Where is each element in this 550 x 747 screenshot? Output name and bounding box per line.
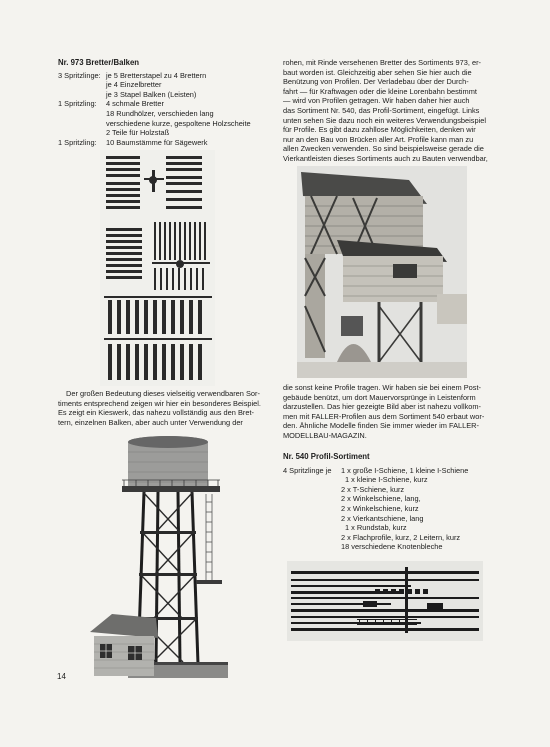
left-spec-block: [58, 58, 278, 147]
spec-line: 2 x Winkelschiene, kurz: [341, 503, 419, 513]
spec-key: 3 Spritzlinge:: [58, 70, 101, 80]
paragraph-line: rohen, mit Rinde versehenen Bretter des Sortiments 973, er-: [283, 58, 482, 67]
left-paragraph: [58, 389, 272, 427]
sortiment-540-heading: Nr. 540 Profil-Sortiment: [283, 452, 370, 461]
gravel-works-illustration: [297, 166, 467, 378]
profile-sprue-illustration: [287, 561, 483, 641]
paragraph-line: men mit FALLER-Profilen aus dem Sortiment 540 erbaut wor-: [283, 411, 485, 421]
spec-line: 2 x T-Schiene, kurz: [341, 484, 405, 494]
paragraph-line: Vierkantleisten dieses Sortiments auch zu Bauten verwendbar,: [283, 153, 488, 163]
paragraph-line: fahrt — für Kraftwagen oder die kleine Lorenbahn bestimmt: [283, 86, 477, 96]
spec-row: [58, 138, 278, 148]
paragraph-line: gebäude benützt, um dort Mauervorsprünge in Leistenform: [283, 392, 476, 402]
boards-sprue-illustration: [100, 150, 215, 386]
spec-line: 2 x Winkelschiene, lang,: [341, 494, 421, 504]
spec-row: [283, 466, 495, 552]
gravel-works-photo: [297, 166, 467, 378]
spec-line: 18 Rundhölzer, verschieden lang: [106, 108, 214, 118]
paragraph-line: Benützung von Profilen. Der Verladebau über der Durch-: [283, 77, 469, 87]
paragraph-line: darzustellen. Das hier gezeigte Bild aber ist nahezu vollkom-: [283, 402, 482, 412]
spec-line: 2 x Flachprofile, kurz, 2 Leitern, kurz: [341, 532, 461, 542]
paragraph-line: — wird von Profilen getragen. Wir haben daher hier auch: [283, 96, 470, 106]
boards-sprue-photo: [100, 150, 215, 386]
spec-row: [58, 99, 278, 137]
spec-line: 2 Teile für Holzstaß: [106, 128, 170, 138]
profile-spec-block: [283, 452, 495, 552]
sortiment-973-heading: Nr. 973 Bretter/Balken: [58, 58, 140, 67]
right-paragraph-top: [283, 58, 495, 164]
paragraph-line: das Sortiment Nr. 540, das Profil-Sortiment, eingefügt. Links: [283, 105, 480, 115]
spec-row: [58, 71, 278, 100]
paragraph-line: baut worden ist. Gleichzeitig aber sehen Sie hier auch die: [283, 67, 472, 77]
paragraph-line: timents entsprechend zeigen wir hier ein besonderes Beispiel.: [58, 398, 261, 408]
spec-key: 4 Spritzlinge je: [283, 465, 332, 475]
paragraph-line: MODELLBAU-MAGAZIN.: [283, 430, 367, 440]
right-paragraph-mid: [283, 383, 495, 441]
spec-line: 4 schmale Bretter: [106, 99, 164, 109]
paragraph-line: Es zeigt ein Kieswerk, das nahezu vollständig aus den Bret-: [58, 408, 254, 418]
spec-line: je 3 Stapel Balken (Leisten): [106, 89, 197, 99]
paragraph-line: für Profile. Es gibt dazu zahllose Möglichkeiten, denken wir: [283, 125, 476, 135]
page-number: 14: [57, 672, 66, 681]
water-tower-photo: [88, 432, 234, 682]
spec-line: verschiedene kurze, gespoltene Holzscheite: [106, 118, 251, 128]
spec-line: 10 Baumstämme für Sägewerk: [106, 137, 208, 147]
profile-sprue-photo: [287, 561, 483, 641]
spec-line: je 5 Bretterstapel zu 4 Brettern: [106, 70, 207, 80]
paragraph-line: tern, einzelnen Balken, aber auch unter Verwendung der: [58, 417, 243, 427]
spec-line: 18 verschiedene Knotenbleche: [341, 542, 443, 552]
paragraph-line: Der großen Bedeutung dieses vielseitig verwendbaren Sor-: [66, 389, 260, 398]
spec-line: 2 x Vierkantschiene, lang: [341, 513, 424, 523]
water-tower-illustration: [88, 432, 234, 682]
spec-line: je 4 Einzelbretter: [106, 80, 162, 90]
spec-key: 1 Spritzling:: [58, 99, 97, 109]
paragraph-line: unten sehen Sie dazu noch ein weiteres Verwendungsbeispiel: [283, 115, 486, 125]
spec-line: 1 x große I-Schiene, 1 kleine I-Schiene: [341, 465, 469, 475]
spec-line: 1 x Rundstab, kurz: [345, 523, 407, 533]
paragraph-line: nur an den Bau von Brücken aller Art. Profile kann man zu: [283, 134, 474, 144]
spec-line: 1 x kleine I-Schiene, kurz: [345, 475, 428, 485]
paragraph-line: die sonst keine Profile tragen. Wir haben sie bei einem Post-: [283, 383, 482, 392]
spec-key: 1 Spritzling:: [58, 137, 97, 147]
paragraph-line: allen Zwecken verwenden. So sind beispielsweise gerade die: [283, 144, 484, 154]
paragraph-line: den. Ähnliche Modelle finden Sie immer wieder im FALLER-: [283, 421, 479, 431]
